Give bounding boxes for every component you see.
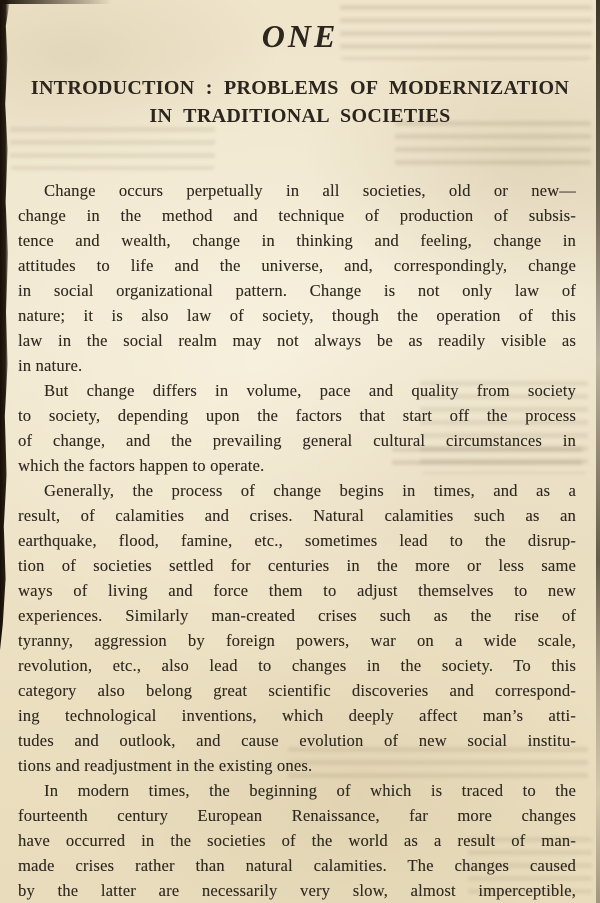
chapter-title-line2: IN TRADITIONAL SOCIETIES — [149, 105, 451, 127]
text-line: Generally, the process of change begins in times, and as a — [44, 481, 576, 500]
text-line: of change, and the prevailing general cultural circumstances in — [18, 431, 576, 450]
text-line: fourteenth century European Renaissance, far more changes — [18, 806, 576, 825]
text-line: law in the social realm may not always be as readily visible as — [18, 331, 576, 350]
text-line: made crises rather than natural calamities. The changes caused — [18, 856, 576, 875]
text-line: tudes and outlook, and cause evolution of new social institu- — [18, 731, 576, 750]
text-line: But change differs in volume, pace and quality from society — [44, 381, 576, 400]
text-line: to society, depending upon the factors that start off the process — [18, 406, 576, 425]
chapter-title — [0, 74, 600, 130]
text-line: ing technological inventions, which deeply affect man’s atti- — [18, 706, 576, 725]
text-line: tion of societies settled for centuries in the more or less same — [18, 556, 576, 575]
text-line: tence and wealth, change in thinking and feeling, change in — [18, 231, 576, 250]
text-line: which the factors happen to operate. — [18, 456, 265, 475]
text-line: result, of calamities and crises. Natural calamities such as an — [18, 506, 576, 525]
text-line: in social organizational pattern. Change is not only law of — [18, 281, 576, 300]
text-line: by the latter are necessarily very slow, almost imperceptible, — [18, 881, 576, 900]
text-line: earthquake, flood, famine, etc., sometimes lead to the disrup- — [18, 531, 576, 550]
text-line: In modern times, the beginning of which is traced to the — [44, 781, 576, 800]
body-text — [18, 178, 576, 903]
text-line: revolution, etc., also lead to changes in the society. To this — [18, 656, 576, 675]
text-line: tyranny, aggression by foreign powers, war on a wide scale, — [18, 631, 576, 650]
text-line: Change occurs perpetually in all societies, old or new— — [44, 181, 576, 200]
text-line: in nature. — [18, 356, 83, 375]
text-line: change in the method and technique of production of subsis- — [18, 206, 576, 225]
text-line: ways of living and force them to adjust themselves to new — [18, 581, 576, 600]
chapter-number: ONE — [261, 18, 339, 54]
page-edge-shadow-right — [596, 0, 600, 903]
text-line: nature; it is also law of society, though the operation of this — [18, 306, 576, 325]
bleedthrough-texture — [10, 124, 215, 170]
text-line: attitudes to life and the universe, and, correspondingly, change — [18, 256, 576, 275]
text-line: experiences. Similarly man-created crises such as the rise of — [18, 606, 576, 625]
text-line: have occurred in the societies of the world as a result of man- — [18, 831, 576, 850]
text-line: category also belong great scientific discoveries and correspond- — [18, 681, 576, 700]
text-line: tions and readjustment in the existing ones. — [18, 756, 313, 775]
page-edge-shadow-top — [0, 0, 112, 4]
chapter-title-line1: INTRODUCTION : PROBLEMS OF MODERNIZATION — [30, 77, 570, 99]
